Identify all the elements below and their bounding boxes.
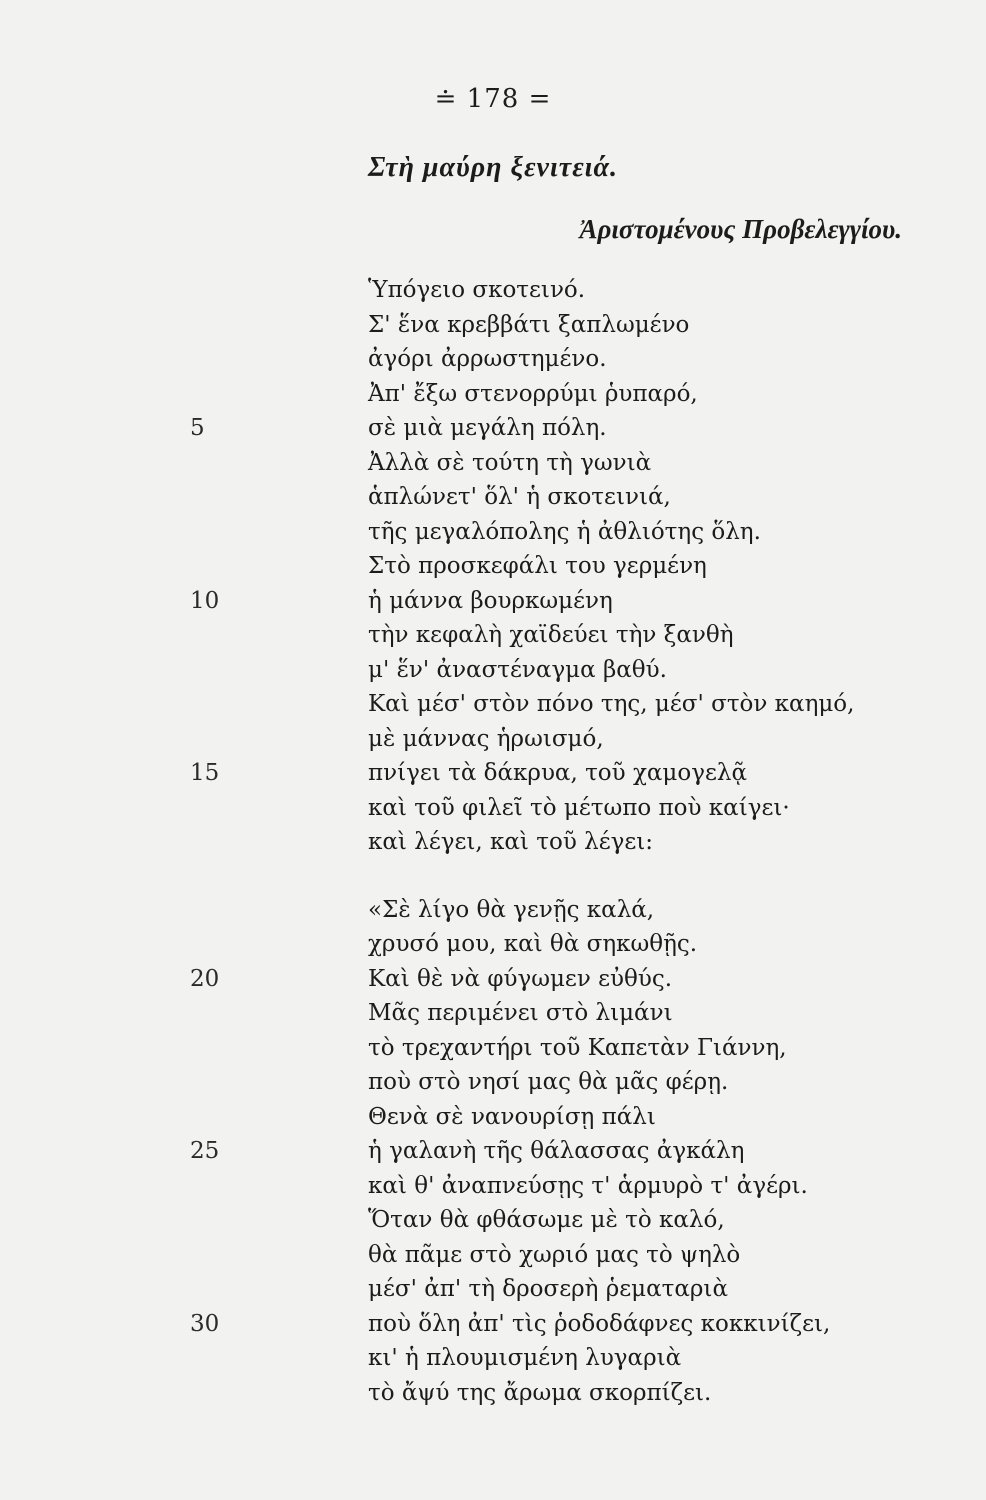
line-text: θὰ πᾶμε στὸ χωριό μας τὸ ψηλὸ <box>368 1241 741 1268</box>
poem-line <box>190 1203 930 1238</box>
line-text: μ' ἕν' ἀναστέναγμα βαθύ. <box>368 656 667 683</box>
line-text: ἡ γαλανὴ τῆς θάλασσας ἀγκάλη <box>368 1138 745 1164</box>
poem-line <box>190 308 930 343</box>
poem-line <box>190 515 930 550</box>
poem-line <box>190 1100 930 1135</box>
line-text: Ὑπόγειο σκοτεινό. <box>368 277 586 303</box>
poem-line <box>190 446 930 481</box>
poem-line <box>190 653 930 688</box>
poem-author: Ἀριστομένους Προβελεγγίου. <box>579 214 902 244</box>
poem-line <box>190 1169 930 1204</box>
poem-line <box>190 342 930 377</box>
line-text: σὲ μιὰ μεγάλη πόλη. <box>368 415 607 441</box>
poem-line <box>190 377 930 412</box>
line-number: 10 <box>190 587 220 614</box>
line-text: Σ' ἕνα κρεββάτι ξαπλωμένο <box>368 311 690 338</box>
poem-line <box>190 1376 930 1411</box>
poem-line <box>190 549 930 584</box>
line-text: καὶ θ' ἀναπνεύσῃς τ' ἁρμυρὸ τ' ἀγέρι. <box>368 1172 808 1199</box>
line-number: 20 <box>190 965 220 992</box>
poem-line <box>190 893 930 928</box>
poem-line <box>190 1065 930 1100</box>
poem-line <box>190 1272 930 1307</box>
line-text: Θενὰ σὲ νανουρίσῃ πάλι <box>368 1103 656 1130</box>
line-text: πνίγει τὰ δάκρυα, τοῦ χαμογελᾷ <box>368 760 747 786</box>
line-text: τῆς μεγαλόπολης ἡ ἀθλιότης ὅλη. <box>368 518 761 545</box>
line-text: Ὅταν θὰ φθάσωμε μὲ τὸ καλό, <box>368 1207 725 1233</box>
line-text: ἁπλώνετ' ὅλ' ἡ σκοτεινιά, <box>368 484 671 510</box>
poem-line <box>190 584 930 619</box>
poem-line <box>190 927 930 962</box>
line-text: μέσ' ἀπ' τὴ δροσερὴ ῥεματαριὰ <box>368 1276 728 1302</box>
line-text: Μᾶς περιμένει στὸ λιμάνι <box>368 1000 673 1026</box>
line-text: Ἀλλὰ σὲ τούτη τὴ γωνιὰ <box>368 449 652 476</box>
line-text: Καὶ μέσ' στὸν πόνο της, μέσ' στὸν καημό, <box>368 691 855 717</box>
line-text: τὸ ἄψύ της ἄρωμα σκορπίζει. <box>368 1379 712 1406</box>
page-number: ≐ 178 = <box>434 84 552 114</box>
line-number: 30 <box>190 1310 220 1337</box>
poem-line <box>190 273 930 308</box>
line-text: τὸ τρεχαντήρι τοῦ Καπετὰν Γιάννη, <box>368 1034 787 1061</box>
poem-line <box>190 411 930 446</box>
line-text: Ἀπ' ἔξω στενορρύμι ῥυπαρό, <box>368 380 698 407</box>
poem-line <box>190 791 930 826</box>
line-text: μὲ μάννας ἡρωισμό, <box>368 725 604 752</box>
poem-title: Στὴ μαύρη ξενιτειά. <box>368 152 618 183</box>
line-text: τὴν κεφαλὴ χαϊδεύει τὴν ξανθὴ <box>368 622 734 648</box>
line-number: 5 <box>190 415 205 441</box>
line-text: ποὺ στὸ νησί μας θὰ μᾶς φέρῃ. <box>368 1069 729 1095</box>
poem-line <box>190 962 930 997</box>
line-text: ποὺ ὅλη ἀπ' τὶς ῥοδοδάφνες κοκκινίζει, <box>368 1310 831 1337</box>
line-text: ἀγόρι ἀρρωστημένο. <box>368 346 607 372</box>
line-number: 25 <box>190 1138 220 1164</box>
poem-line <box>190 687 930 722</box>
poem-body <box>190 273 930 1410</box>
line-text: χρυσό μου, καὶ θὰ σηκωθῇς. <box>368 931 698 957</box>
poem-line <box>190 756 930 791</box>
line-text: Καὶ θὲ νὰ φύγωμεν εὐθύς. <box>368 965 673 992</box>
poem-line <box>190 480 930 515</box>
line-text: «Σὲ λίγο θὰ γενῇς καλά, <box>368 896 655 923</box>
line-text: καὶ λέγει, καὶ τοῦ λέγει: <box>368 829 654 855</box>
poem-line <box>190 1307 930 1342</box>
line-number: 15 <box>190 760 220 786</box>
line-text: ἡ μάννα βουρκωμένη <box>368 587 613 614</box>
poem-line <box>190 618 930 653</box>
poem-line <box>190 825 930 860</box>
poem-line <box>190 1134 930 1169</box>
poem-line <box>190 722 930 757</box>
poem-line <box>190 996 930 1031</box>
poem-line <box>190 1031 930 1066</box>
line-text: καὶ τοῦ φιλεῖ τὸ μέτωπο ποὺ καίγει· <box>368 794 790 821</box>
line-text: Στὸ προσκεφάλι του γερμένη <box>368 553 707 579</box>
poem-line <box>190 1238 930 1273</box>
line-text: κι' ἡ πλουμισμένη λυγαριὰ <box>368 1345 682 1371</box>
poem-line <box>190 1341 930 1376</box>
